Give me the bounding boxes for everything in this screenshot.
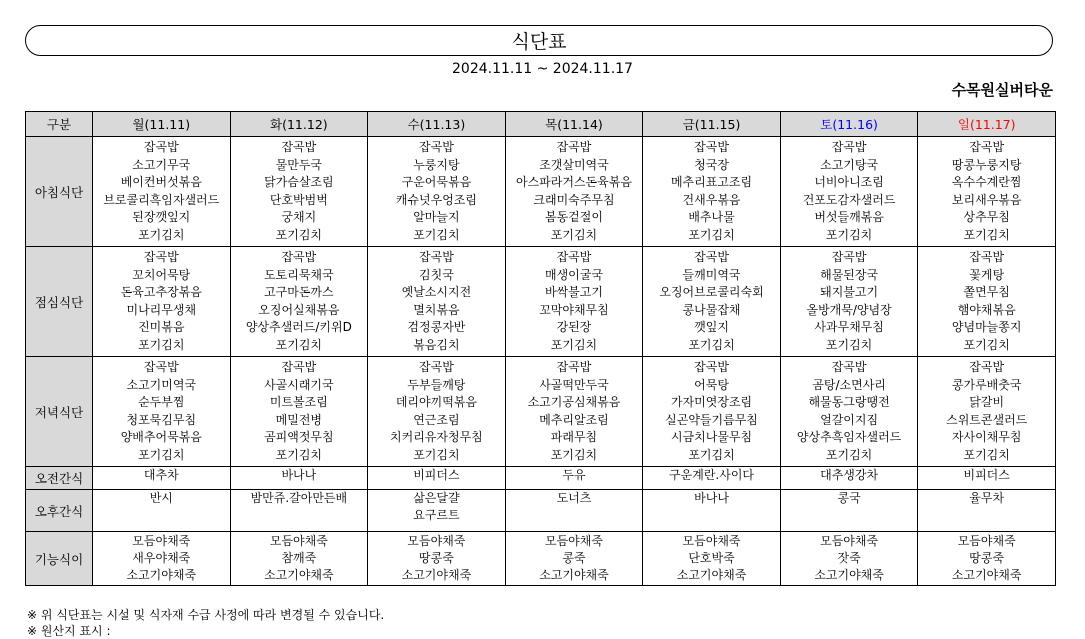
menu-item: 모듬야채죽	[544, 534, 603, 548]
menu-item: 연근조림	[413, 412, 460, 427]
menu-item: 해물동그랑땡전	[808, 395, 890, 409]
meal-plan-table	[25, 111, 1056, 586]
menu-item: 브로콜리흑임자샐러드	[103, 192, 220, 207]
menu-item: 바싹불고기	[544, 285, 603, 299]
menu-cell	[643, 532, 781, 586]
menu-item: 파래무침	[550, 430, 598, 444]
menu-item: 새우야채죽	[132, 551, 191, 565]
menu-item: 잣죽	[837, 551, 861, 565]
date-range: 2024.11.11 ~ 2024.11.17	[452, 61, 633, 77]
menu-cell	[780, 532, 918, 586]
menu-item: 메밀전병	[275, 412, 323, 427]
menu-item: 청포묵김무침	[126, 412, 197, 427]
menu-cell	[368, 247, 506, 357]
header-category: 구분	[26, 112, 93, 137]
menu-item: 오징어실채볶음	[258, 302, 340, 317]
menu-item: 비피더스	[963, 468, 1010, 482]
menu-item: 포기김치	[138, 447, 185, 462]
menu-item: 크래미숙주무침	[533, 192, 615, 207]
menu-item: 포기김치	[275, 447, 323, 462]
menu-item: 잡곡밥	[419, 140, 454, 154]
menu-item: 구운어묵볶음	[401, 175, 472, 189]
menu-cell	[505, 467, 643, 490]
menu-item: 닭갈비	[969, 395, 1005, 409]
menu-item: 볶음김치	[413, 337, 460, 352]
menu-item: 매생이굴국	[544, 267, 603, 282]
menu-item: 조갯살미역국	[539, 157, 609, 172]
menu-item: 물만두국	[275, 157, 323, 172]
meal-row	[26, 247, 1056, 357]
menu-item: 알마늘지	[413, 210, 460, 224]
meal-row	[26, 467, 1056, 490]
menu-item: 올방개묵/양념장	[806, 302, 892, 317]
menu-item: 꼬막야채무침	[539, 302, 609, 317]
menu-item: 포기김치	[825, 227, 873, 242]
notice-origin: ※ 원산지 표시 :	[27, 624, 111, 638]
menu-item: 미나리무생채	[126, 302, 197, 317]
menu-item: 곰피액젓무침	[264, 430, 334, 444]
menu-item: 햄야채볶음	[957, 302, 1016, 317]
menu-item: 단호박범벅	[269, 192, 328, 207]
menu-cell	[93, 137, 231, 247]
menu-cell	[505, 137, 643, 247]
menu-item: 단호박죽	[688, 551, 735, 565]
menu-cell	[230, 532, 368, 586]
menu-item: 된장깻잎지	[132, 210, 191, 224]
menu-item: 콩나물잡채	[682, 302, 741, 317]
menu-item: 시금치나물무침	[670, 430, 753, 444]
meal-row-label: 오후간식	[26, 490, 93, 532]
menu-item: 검정콩자반	[407, 320, 466, 334]
header-day-tue: 화(11.12)	[230, 112, 368, 137]
meal-row	[26, 357, 1056, 467]
menu-item: 소고기야채죽	[539, 568, 609, 582]
menu-item: 콩죽	[562, 551, 586, 565]
menu-item: 땅콩죽	[969, 551, 1005, 565]
menu-item: 포기김치	[138, 227, 185, 242]
menu-item: 잡곡밥	[969, 140, 1005, 154]
facility-name: 수목원실버타운	[951, 81, 1053, 99]
menu-item: 포기김치	[275, 337, 323, 352]
menu-item: 실곤약들기름무침	[665, 412, 758, 427]
meal-row	[26, 532, 1056, 586]
menu-item: 고구마돈까스	[264, 285, 334, 299]
menu-item: 잡곡밥	[143, 250, 179, 264]
menu-item: 소고기야채죽	[951, 568, 1022, 582]
menu-item: 소고기공심채볶음	[527, 395, 621, 409]
menu-item: 도너츠	[556, 491, 592, 505]
menu-item: 잡곡밥	[556, 250, 592, 264]
menu-item: 잡곡밥	[281, 360, 317, 374]
menu-item: 포기김치	[825, 447, 873, 462]
menu-cell	[780, 357, 918, 467]
menu-item: 잡곡밥	[831, 360, 867, 374]
menu-cell	[505, 247, 643, 357]
menu-item: 미트볼조림	[269, 395, 328, 409]
menu-item: 양상추샐러드/키위D	[245, 320, 352, 334]
menu-cell	[93, 532, 231, 586]
menu-item: 닭가슴살조림	[264, 175, 334, 189]
menu-cell	[230, 357, 368, 467]
menu-cell	[918, 532, 1056, 586]
menu-cell	[918, 247, 1056, 357]
menu-item: 소고기무국	[132, 157, 191, 172]
menu-item: 포기김치	[688, 227, 735, 242]
menu-item: 강된장	[556, 320, 592, 334]
menu-item: 오징어브로콜리숙회	[659, 285, 764, 299]
menu-item: 양념마늘쫑지	[951, 320, 1022, 334]
menu-item: 상추무침	[963, 210, 1010, 224]
menu-item: 밤만쥬.갈아만든배	[250, 491, 348, 505]
menu-item: 삶은달걀	[413, 491, 460, 505]
menu-item: 포기김치	[825, 337, 873, 352]
menu-item: 궁채지	[281, 210, 317, 224]
menu-item: 도토리묵채국	[264, 267, 334, 282]
menu-item: 모듬야채죽	[820, 534, 879, 548]
meal-row-label: 기능식이	[26, 532, 93, 586]
menu-cell	[918, 357, 1056, 467]
menu-cell	[93, 490, 231, 532]
menu-item: 모듬야채죽	[957, 534, 1016, 548]
notice-change: ※ 위 식단표는 시설 및 식자재 수급 사정에 따라 변경될 수 있습니다.	[27, 608, 385, 622]
menu-item: 포기김치	[688, 447, 735, 462]
menu-item: 가자미엿장조림	[670, 395, 753, 409]
menu-item: 옛날소시지전	[401, 285, 472, 299]
menu-item: 땅콩누룽지탕	[951, 157, 1022, 172]
menu-item: 잡곡밥	[281, 140, 317, 154]
menu-cell	[643, 247, 781, 357]
menu-item: 쫄면무침	[963, 285, 1010, 299]
menu-item: 모듬야채죽	[682, 534, 741, 548]
menu-item: 건새우볶음	[682, 192, 741, 207]
menu-cell	[368, 490, 506, 532]
menu-cell	[918, 137, 1056, 247]
menu-cell	[780, 247, 918, 357]
menu-item: 진미볶음	[138, 320, 185, 334]
menu-item: 치커리유자청무침	[390, 430, 483, 444]
meal-row-label: 오전간식	[26, 467, 93, 490]
menu-item: 바나나	[281, 468, 317, 482]
menu-cell	[368, 532, 506, 586]
menu-item: 포기김치	[550, 337, 598, 352]
menu-cell	[368, 357, 506, 467]
menu-item: 포기김치	[963, 227, 1010, 242]
menu-item: 소고기야채죽	[814, 568, 884, 582]
menu-cell	[918, 490, 1056, 532]
menu-item: 들깨미역국	[682, 267, 741, 282]
menu-item: 양배추어묵볶음	[120, 430, 202, 444]
menu-item: 두부들깨탕	[407, 377, 466, 392]
menu-item: 잡곡밥	[831, 140, 867, 154]
menu-cell	[368, 137, 506, 247]
meal-row-label: 점심식단	[26, 247, 93, 357]
menu-item: 소고기탕국	[820, 157, 879, 172]
menu-cell	[780, 137, 918, 247]
menu-item: 사과무채무침	[814, 320, 884, 334]
menu-cell	[505, 357, 643, 467]
menu-item: 콩국	[837, 491, 861, 505]
menu-item: 반시	[149, 491, 173, 505]
menu-item: 건포도감자샐러드	[802, 192, 896, 207]
page-title	[25, 25, 1053, 56]
menu-item: 대추생강차	[820, 468, 879, 482]
header-day-wed: 수(11.13)	[368, 112, 506, 137]
menu-item: 소고기야채죽	[401, 568, 472, 582]
menu-item: 해물된장국	[820, 267, 879, 282]
menu-item: 얼갈이지짐	[820, 412, 879, 427]
menu-item: 잡곡밥	[143, 140, 179, 154]
menu-item: 옥수수계란찜	[951, 175, 1022, 189]
menu-item: 잡곡밥	[831, 250, 867, 264]
menu-item: 스위트콘샐러드	[946, 412, 1028, 427]
menu-item: 잡곡밥	[419, 360, 454, 374]
menu-item: 포기김치	[963, 447, 1010, 462]
menu-item: 데리야끼떡볶음	[395, 395, 477, 409]
menu-item: 대추차	[143, 468, 179, 482]
menu-cell	[93, 467, 231, 490]
menu-item: 모듬야채죽	[132, 534, 191, 548]
menu-item: 돼지불고기	[820, 285, 879, 299]
menu-item: 잡곡밥	[281, 250, 317, 264]
menu-item: 바나나	[694, 491, 729, 505]
menu-item: 소고기미역국	[126, 377, 197, 392]
menu-item: 포기김치	[413, 227, 460, 242]
menu-item: 사골시래기국	[264, 377, 334, 392]
page-title-text: 식단표	[511, 31, 567, 53]
header-day-sat: 토(11.16)	[780, 112, 918, 137]
menu-item: 잡곡밥	[694, 250, 729, 264]
menu-item: 어묵탕	[694, 377, 729, 392]
menu-item: 잡곡밥	[694, 140, 729, 154]
menu-item: 아스파라거스돈육볶음	[516, 175, 632, 189]
menu-item: 버섯들깨볶음	[814, 210, 884, 224]
menu-item: 베이컨버섯볶음	[120, 175, 202, 189]
menu-item: 잡곡밥	[556, 360, 592, 374]
menu-cell	[368, 467, 506, 490]
menu-item: 배추나물	[688, 210, 735, 224]
menu-item: 참깨죽	[281, 551, 317, 565]
menu-item: 멸치볶음	[413, 302, 460, 317]
menu-item: 땅콩죽	[419, 551, 454, 565]
menu-cell	[93, 357, 231, 467]
meal-row	[26, 490, 1056, 532]
menu-item: 요구르트	[413, 508, 460, 522]
menu-item: 소고기야채죽	[676, 568, 747, 582]
menu-item: 양상추흑임자샐러드	[796, 430, 902, 444]
menu-item: 포기김치	[688, 337, 735, 352]
menu-item: 구운계란.사이다	[669, 468, 755, 482]
menu-item: 포기김치	[275, 227, 323, 242]
menu-item: 순두부찜	[138, 395, 185, 409]
menu-cell	[780, 467, 918, 490]
header-day-fri: 금(11.15)	[643, 112, 781, 137]
header-day-thu: 목(11.14)	[505, 112, 643, 137]
meal-row-label: 아침식단	[26, 137, 93, 247]
menu-item: 꼬치어묵탕	[132, 267, 191, 282]
meal-row	[26, 137, 1056, 247]
menu-item: 콩가루배춧국	[951, 377, 1022, 392]
menu-cell	[505, 490, 643, 532]
menu-item: 율무차	[969, 491, 1005, 505]
menu-item: 포기김치	[550, 227, 598, 242]
menu-item: 봄동겉절이	[544, 210, 603, 224]
menu-item: 두유	[562, 468, 586, 482]
menu-cell	[643, 467, 781, 490]
menu-cell	[643, 357, 781, 467]
menu-item: 소고기야채죽	[264, 568, 334, 582]
menu-item: 잡곡밥	[969, 360, 1005, 374]
menu-item: 사골떡만두국	[539, 377, 609, 392]
menu-item: 메추리표고조림	[670, 175, 753, 189]
menu-item: 잡곡밥	[143, 360, 179, 374]
table-header-row	[26, 112, 1056, 137]
menu-item: 너비아니조림	[814, 175, 884, 189]
menu-item: 포기김치	[963, 337, 1010, 352]
menu-item: 잡곡밥	[556, 140, 592, 154]
menu-item: 잡곡밥	[419, 250, 454, 264]
menu-item: 포기김치	[550, 447, 598, 462]
menu-item: 김칫국	[419, 267, 454, 282]
menu-item: 잡곡밥	[694, 360, 729, 374]
menu-item: 곰탕/소면사리	[812, 377, 886, 392]
menu-cell	[918, 467, 1056, 490]
menu-item: 잡곡밥	[969, 250, 1005, 264]
menu-item: 깻잎지	[694, 320, 729, 334]
menu-item: 청국장	[694, 157, 729, 172]
menu-cell	[230, 467, 368, 490]
menu-item: 비피더스	[413, 468, 460, 482]
menu-item: 캐슈넛우엉조림	[395, 192, 477, 207]
menu-cell	[780, 490, 918, 532]
menu-cell	[93, 247, 231, 357]
menu-item: 소고기야채죽	[126, 568, 197, 582]
header-day-mon: 월(11.11)	[93, 112, 231, 137]
meal-row-label: 저녁식단	[26, 357, 93, 467]
menu-item: 모듬야채죽	[269, 534, 328, 548]
menu-item: 포기김치	[413, 447, 460, 462]
menu-item: 보리새우볶음	[951, 192, 1022, 207]
menu-item: 메추리알조림	[539, 412, 609, 427]
menu-cell	[230, 247, 368, 357]
menu-item: 누룽지탕	[413, 157, 460, 172]
menu-item: 포기김치	[138, 337, 185, 352]
menu-item: 꽃게탕	[969, 267, 1005, 282]
menu-item: 자사이채무침	[951, 430, 1022, 444]
menu-cell	[230, 137, 368, 247]
menu-cell	[643, 490, 781, 532]
menu-item: 모듬야채죽	[407, 534, 466, 548]
menu-item: 돈육고추장볶음	[120, 285, 202, 299]
menu-cell	[505, 532, 643, 586]
header-day-sun: 일(11.17)	[918, 112, 1056, 137]
menu-cell	[230, 490, 368, 532]
menu-cell	[643, 137, 781, 247]
